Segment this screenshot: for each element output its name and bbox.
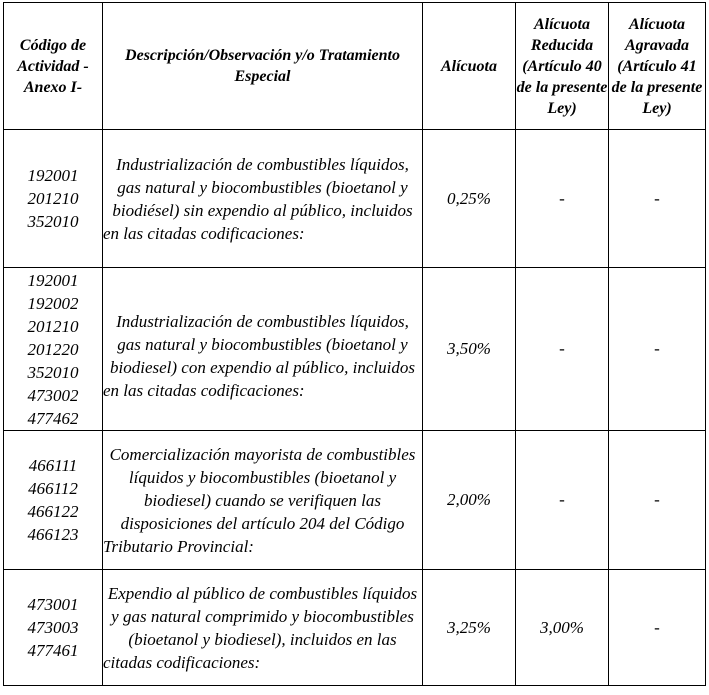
description-cell: Industrialización de combustibles líquidos, gas natural y biocombustibles (bioetanol y biodiesel) con expendio al público, incluidos en las citadas codificaciones: — [103, 268, 423, 431]
activity-code: 473001 — [27, 595, 79, 614]
description-cell: Expendio al público de combustibles líquidos y gas natural comprimido y biocombustibles (bioetanol y biodiesel), incluidos en las citadas codificaciones: — [103, 570, 423, 686]
activity-code: 477461 — [27, 641, 79, 660]
activity-code: 466112 — [28, 479, 78, 498]
activity-code: 473002 — [27, 385, 79, 405]
activity-code: 473003 — [27, 618, 79, 637]
header-description: Descripción/Observación y/o Tratamiento Especial — [103, 3, 423, 130]
table-row — [4, 431, 706, 570]
header-activity-code: Código de Actividad -Anexo I- — [4, 3, 103, 130]
rate-cell: 0,25% — [423, 130, 516, 268]
activity-codes-cell — [4, 570, 103, 686]
activity-code: 466123 — [27, 525, 79, 544]
activity-code: 352010 — [27, 362, 79, 382]
activity-code: 466111 — [28, 456, 78, 475]
reduced-rate-cell: 3,00% — [516, 570, 609, 686]
aggravated-rate-cell: - — [609, 431, 706, 570]
aggravated-rate-cell: - — [609, 570, 706, 686]
rate-cell: 3,50% — [423, 268, 516, 431]
activity-code: 477462 — [27, 408, 79, 428]
rate-cell: 2,00% — [423, 431, 516, 570]
activity-codes-cell — [4, 268, 103, 431]
rate-cell: 3,25% — [423, 570, 516, 686]
header-row — [4, 3, 706, 130]
reduced-rate-cell: - — [516, 431, 609, 570]
activity-code: 201210 — [27, 316, 79, 336]
activity-code: 192001 — [27, 270, 79, 290]
reduced-rate-cell: - — [516, 130, 609, 268]
table-row — [4, 268, 706, 431]
header-rate: Alícuota — [423, 3, 516, 130]
activity-codes-cell — [4, 431, 103, 570]
activity-code: 192002 — [27, 293, 79, 313]
activity-code: 201210 — [27, 189, 79, 208]
table-row — [4, 130, 706, 268]
aggravated-rate-cell: - — [609, 268, 706, 431]
header-aggravated-rate: Alícuota Agravada (Artículo 41 de la presente Ley) — [609, 3, 706, 130]
reduced-rate-cell: - — [516, 268, 609, 431]
activity-code: 352010 — [27, 212, 79, 231]
description-cell: Comercialización mayorista de combustibles líquidos y biocombustibles (bioetanol y biodiesel) cuando se verifiquen las disposiciones del artículo 204 del Código Tributario Provincial: — [103, 431, 423, 570]
header-reduced-rate: Alícuota Reducida (Artículo 40 de la presente Ley) — [516, 3, 609, 130]
table-row — [4, 570, 706, 686]
tax-rate-table — [3, 2, 706, 686]
activity-code: 201220 — [27, 339, 79, 359]
aggravated-rate-cell: - — [609, 130, 706, 268]
description-cell: Industrialización de combustibles líquidos, gas natural y biocombustibles (bioetanol y biodiésel) sin expendio al público, incluidos en las citadas codificaciones: — [103, 130, 423, 268]
activity-codes-cell — [4, 130, 103, 268]
activity-code: 466122 — [27, 502, 79, 521]
activity-code: 192001 — [27, 166, 79, 185]
